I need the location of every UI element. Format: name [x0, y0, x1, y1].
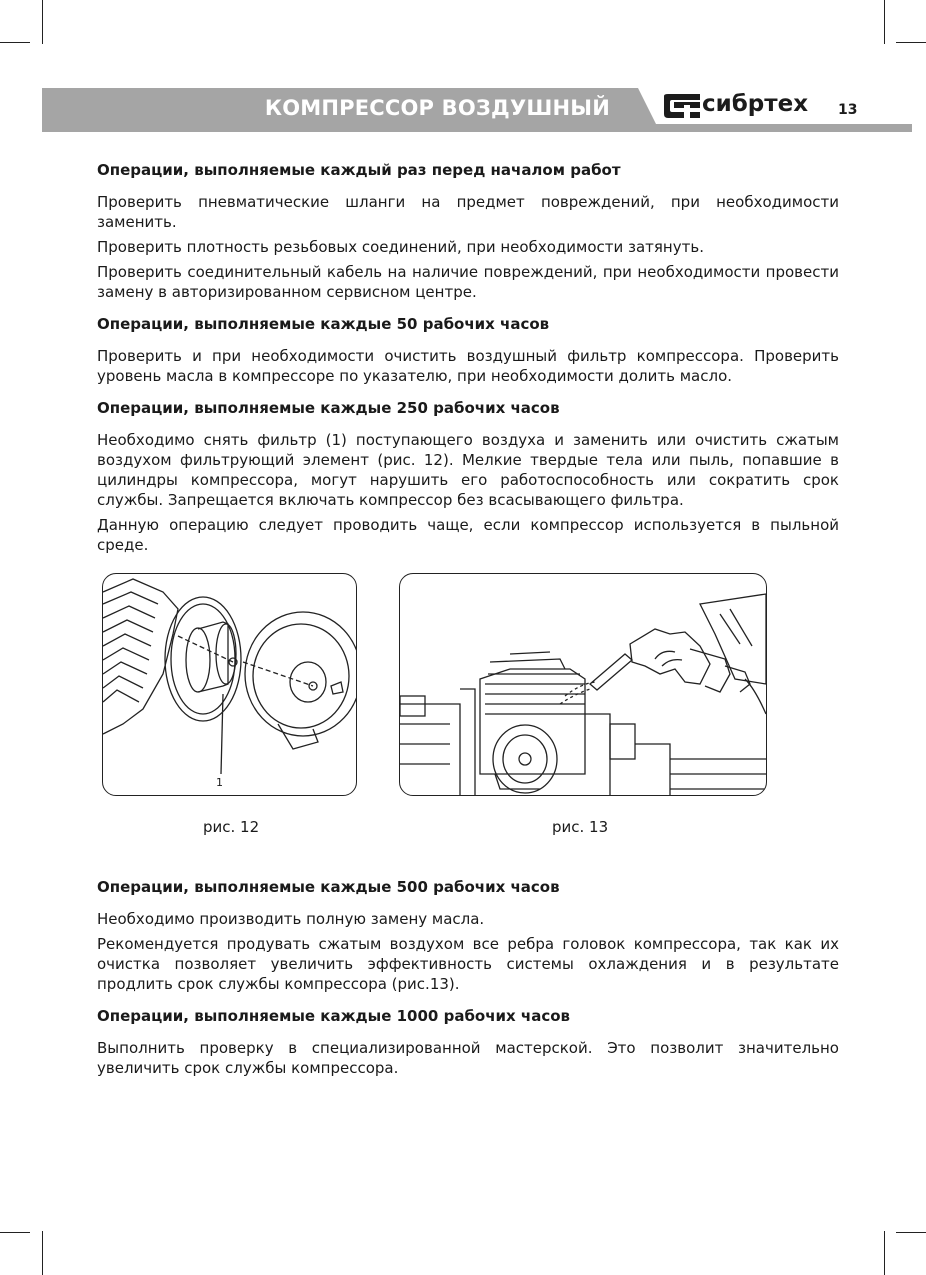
section-before-work — [97, 160, 839, 302]
paragraph: Проверить и при необходимости очистить воздушный фильтр компрессора. Проверить уровень масла в компрессоре по указателю, при необходимости долить масло. — [97, 347, 839, 385]
section-heading: Операции, выполняемые каждый раз перед началом работ — [97, 161, 621, 179]
section-500-hours — [97, 877, 839, 994]
air-filter-illustration-icon — [103, 574, 356, 795]
paragraph: Проверить соединительный кабель на наличие повреждений, при необходимости провести замену в авторизированном сервисном центре. — [97, 263, 839, 301]
crop-mark — [42, 0, 43, 44]
callout-label: 1 — [216, 776, 223, 789]
paragraph: Проверить плотность резьбовых соединений, при необходимости затянуть. — [97, 238, 704, 256]
paragraph: Выполнить проверку в специализированной мастерской. Это позволит значительно увеличить срок службы компрессора. — [97, 1039, 839, 1077]
crop-mark — [884, 0, 885, 44]
crop-mark — [0, 1232, 30, 1233]
section-1000-hours — [97, 1006, 839, 1078]
section-heading: Операции, выполняемые каждые 50 рабочих часов — [97, 315, 550, 333]
crop-mark — [896, 1232, 926, 1233]
figure-12-caption: рис. 12 — [203, 818, 260, 836]
paragraph: Необходимо снять фильтр (1) поступающего воздуха и заменить или очистить сжатым воздухом фильтрующий элемент (рис. 12). Мелкие твердые тела или пыль, попавшие в цилиндры компрессора, могут нарушить его работоспособность или сократить срок службы. Запрещается включать компрессор без всасывающего фильтра. — [97, 431, 839, 509]
section-50-hours — [97, 314, 839, 386]
page-number: 13 — [838, 102, 858, 118]
section-heading: Операции, выполняемые каждые 250 рабочих часов — [97, 399, 560, 417]
figure-13 — [399, 573, 767, 796]
paragraph: Данную операцию следует проводить чаще, если компрессор используется в пыльной среде. — [97, 516, 839, 554]
compressor-cleaning-illustration-icon — [400, 574, 766, 795]
figure-13-caption: рис. 13 — [552, 818, 609, 836]
paragraph: Рекомендуется продувать сжатым воздухом все ребра головок компрессора, так как их очистка позволяет увеличить эффективность системы охлаждения и в результате продлить срок службы компрессора (рис.13). — [97, 935, 839, 993]
section-heading: Операции, выполняемые каждые 500 рабочих часов — [97, 878, 560, 896]
crop-mark — [896, 42, 926, 43]
page-content — [97, 160, 839, 1090]
crop-mark — [884, 1231, 885, 1275]
paragraph: Необходимо производить полную замену масла. — [97, 910, 485, 928]
brand-name: сибртех — [702, 91, 809, 117]
brand-logo-icon — [662, 92, 702, 120]
figures-row — [97, 573, 839, 863]
section-heading: Операции, выполняемые каждые 1000 рабочих часов — [97, 1007, 571, 1025]
document-title: КОМПРЕССОР ВОЗДУШНЫЙ — [264, 96, 610, 120]
crop-mark — [0, 42, 30, 43]
section-250-hours — [97, 398, 839, 555]
figure-12 — [102, 573, 357, 796]
paragraph: Проверить пневматические шланги на предмет повреждений, при необходимости заменить. — [97, 193, 839, 231]
crop-mark — [42, 1231, 43, 1275]
